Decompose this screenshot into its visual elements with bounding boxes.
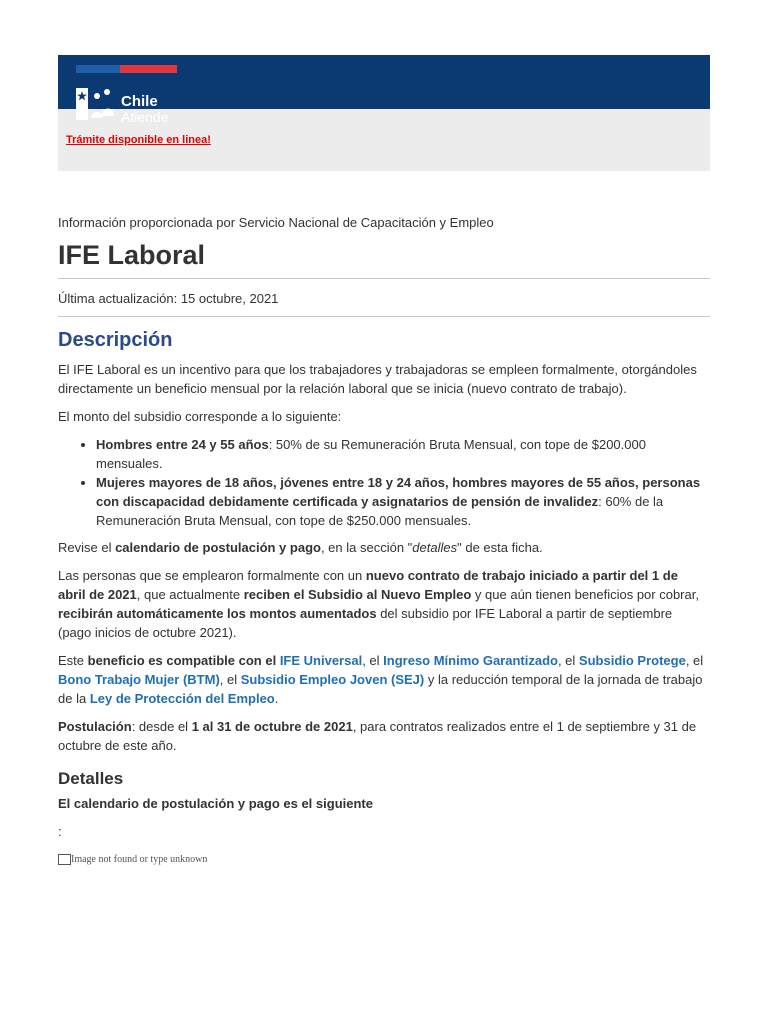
- personas-paragraph: [58, 566, 708, 642]
- bold-text: calendario de postulación y pago: [115, 540, 321, 555]
- text: : desde el: [131, 719, 192, 734]
- chileatiende-banner: [58, 55, 710, 171]
- flag-stripe-blue: [76, 65, 120, 73]
- text: del subsidio por IFE Laboral a partir de septiembre (pago inicios de octubre 2021).: [58, 606, 673, 640]
- text: , el: [685, 653, 704, 668]
- bold-text: nuevo contrato de trabajo iniciado a partir del 1 de abril de 2021: [58, 568, 678, 602]
- text: Revise el: [58, 540, 116, 555]
- logo-text-chile: Chile: [121, 93, 158, 110]
- list-item-text: : 50% de su Remuneración Bruta Mensual, con tope de $200.000 mensuales.: [96, 437, 646, 471]
- link-subsidio-protege[interactable]: Subsidio Protege: [578, 653, 686, 668]
- bold-text: recibirán automáticamente los montos aumentados: [58, 606, 377, 621]
- italic-text: detalles: [412, 540, 458, 555]
- text: " de esta ficha.: [457, 540, 543, 555]
- section-heading-detalles: Detalles: [58, 769, 124, 788]
- text: , en la sección ": [320, 540, 413, 555]
- link-subsidio-empleo-joven[interactable]: Subsidio Empleo Joven (SEJ): [240, 672, 425, 687]
- last-updated: Última actualización: 15 octubre, 2021: [58, 291, 279, 306]
- chileatiende-logo-icon: [75, 86, 115, 126]
- list-item-bold: Mujeres mayores de 18 años, jóvenes entre 18 y 24 años, hombres mayores de 55 años, personas con discapacidad debidamente certificada y asignatarios de pensión de invalidez: [96, 475, 701, 509]
- text: , para contratos realizados entre el 1 de septiembre y 31 de octubre de este año.: [58, 719, 697, 753]
- bold-text: 1 al 31 de octubre de 2021: [191, 719, 353, 734]
- provider-info: Información proporcionada por Servicio Nacional de Capacitación y Empleo: [58, 215, 494, 230]
- list-item-text: : 60% de la Remuneración Bruta Mensual, con tope de $250.000 mensuales.: [96, 494, 664, 528]
- bold-text: beneficio es compatible con el: [87, 653, 277, 668]
- text: , que actualmente: [136, 587, 244, 602]
- list-item: [96, 435, 708, 473]
- postulacion-paragraph: [58, 717, 708, 755]
- divider: [58, 278, 710, 279]
- link-ingreso-minimo-garantizado[interactable]: Ingreso Mínimo Garantizado: [383, 653, 558, 668]
- bold-text: Postulación: [58, 719, 132, 734]
- text: , el: [219, 672, 241, 687]
- link-bono-trabajo-mujer[interactable]: Bono Trabajo Mujer (BTM): [58, 672, 220, 687]
- logo-text-atiende: Atiende: [121, 109, 169, 125]
- subsidy-amount-intro: El monto del subsidio corresponde a lo siguiente:: [58, 409, 342, 424]
- broken-image-icon: [58, 854, 71, 865]
- text: .: [274, 691, 279, 706]
- broken-image-text: Image not found or type unknown: [71, 854, 208, 865]
- flag-stripe-red: [120, 65, 177, 73]
- bold-text: reciben el Subsidio al Nuevo Empleo: [243, 587, 472, 602]
- calendario-heading: El calendario de postulación y pago es el siguiente: [58, 796, 373, 811]
- text: y la reducción temporal de la jornada de trabajo de la: [58, 672, 703, 706]
- link-ley-proteccion-empleo[interactable]: Ley de Protección del Empleo: [89, 691, 275, 706]
- subsidy-amount-list: [58, 435, 708, 530]
- text: Este: [58, 653, 88, 668]
- compatible-paragraph: [58, 651, 708, 708]
- list-item: [96, 473, 708, 530]
- tramite-online-link[interactable]: Trámite disponible en linea!: [66, 134, 211, 146]
- divider: [58, 316, 710, 317]
- text: , el: [362, 653, 384, 668]
- description-paragraph: El IFE Laboral es un incentivo para que los trabajadores y trabajadoras se empleen formalmente, otorgándoles directamente un beneficio mensual por la relación laboral que se inicia (nuevo contrato de trabajo).: [58, 362, 697, 396]
- main-content: [58, 360, 708, 869]
- page-title: IFE Laboral: [58, 240, 206, 270]
- text: Las personas que se emplearon formalmente con un: [58, 568, 366, 583]
- section-heading-descripcion: Descripción: [58, 329, 173, 351]
- text: , el: [557, 653, 579, 668]
- link-ife-universal[interactable]: IFE Universal: [279, 653, 363, 668]
- colon-text: :: [58, 824, 62, 839]
- revise-paragraph: [58, 538, 708, 557]
- broken-image: [58, 850, 708, 869]
- list-item-bold: Hombres entre 24 y 55 años: [96, 437, 269, 452]
- text: y que aún tienen beneficios por cobrar,: [471, 587, 699, 602]
- banner-header-bar: [58, 55, 710, 109]
